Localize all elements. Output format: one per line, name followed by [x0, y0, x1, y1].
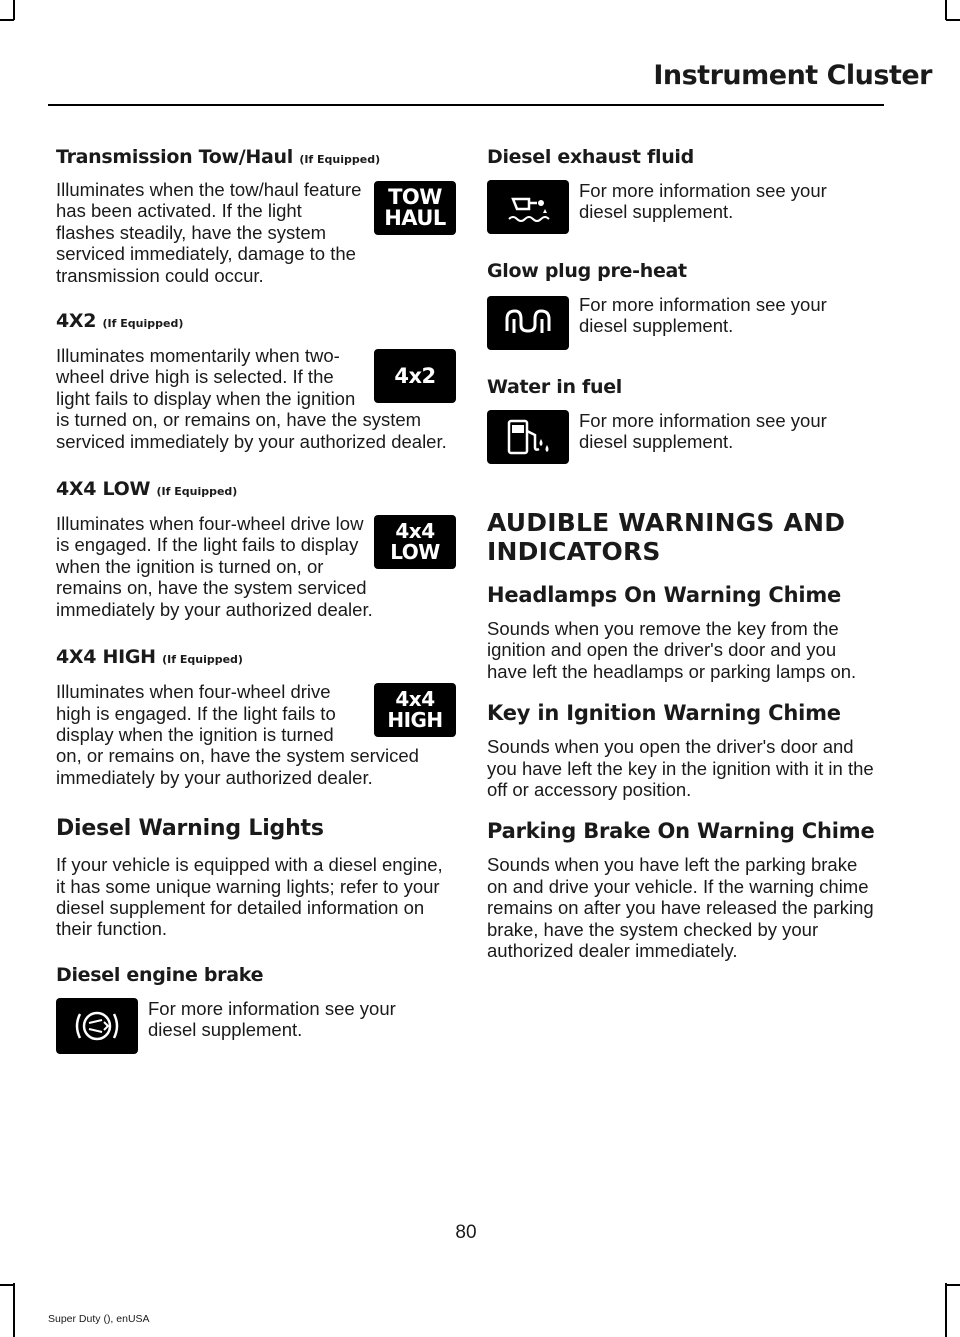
- def-glyph: [501, 185, 555, 229]
- water-in-fuel-icon: [487, 410, 569, 464]
- icon-line-1: 4x2: [394, 363, 436, 388]
- if-equipped-label: (If Equipped): [102, 317, 184, 331]
- section-heading: [56, 308, 448, 337]
- section-body: For more information see your diesel supplement.: [148, 997, 396, 1041]
- crop-mark: [0, 1284, 14, 1286]
- section-heading: [56, 476, 448, 505]
- audible-warnings-section: [487, 508, 879, 566]
- section-title: 4X4 HIGH: [56, 646, 156, 669]
- headlamps-chime-section: [487, 580, 879, 682]
- section-title: Transmission Tow/Haul: [56, 146, 293, 168]
- left-column: [56, 144, 448, 1058]
- 4x4-low-section: [56, 476, 448, 620]
- crop-mark: [13, 0, 15, 20]
- section-title: 4X4 LOW: [56, 478, 151, 501]
- section-body: Illuminates when four-wheel drive low is engaged. If the light fails to display when the ignition is turned on, or remains on, have the system serviced immediately by your authorized dealer.: [56, 513, 373, 620]
- page-title: Instrument Cluster: [653, 60, 932, 91]
- section-heading: Diesel engine brake: [56, 963, 264, 986]
- if-equipped-label: (If Equipped): [299, 153, 381, 166]
- diesel-exhaust-fluid-section: [487, 144, 879, 238]
- section-heading: AUDIBLE WARNINGS AND INDICATORS: [487, 508, 846, 566]
- glow-plug-icon: [487, 296, 569, 350]
- 4x4-low-icon: [374, 515, 456, 569]
- section-heading: Parking Brake On Warning Chime: [487, 819, 875, 844]
- 4x2-icon: [374, 349, 456, 403]
- section-heading: Diesel Warning Lights: [56, 816, 324, 842]
- engine-brake-glyph: [72, 1004, 122, 1048]
- 4x4-high-icon: [374, 683, 456, 737]
- section-body: For more information see your diesel supplement.: [579, 180, 827, 223]
- glow-plug-section: [487, 258, 879, 354]
- icon-line-1: 4x4: [395, 687, 435, 712]
- section-heading: Water in fuel: [487, 376, 623, 398]
- water-in-fuel-section: [487, 374, 879, 468]
- crop-mark: [0, 19, 14, 21]
- key-chime-section: [487, 698, 879, 800]
- page-number: 80: [455, 1222, 477, 1243]
- section-heading: Diesel exhaust fluid: [487, 146, 694, 168]
- icon-line-2: HAUL: [384, 206, 446, 230]
- section-heading: Glow plug pre-heat: [487, 260, 687, 282]
- icon-line-2: HIGH: [387, 708, 443, 733]
- tow-haul-section: [56, 144, 448, 286]
- parking-brake-chime-section: [487, 816, 879, 961]
- if-equipped-label: (If Equipped): [156, 485, 238, 499]
- crop-mark: [945, 1283, 947, 1337]
- section-body: If your vehicle is equipped with a diesel engine, it has some unique warning lights; refer to your diesel supplement for detailed information on their function.: [56, 854, 443, 940]
- 4x2-section: [56, 308, 448, 452]
- diesel-engine-brake-icon: [56, 998, 138, 1054]
- crop-mark: [946, 19, 960, 21]
- tow-haul-icon: [374, 181, 456, 235]
- section-body: Illuminates momentarily when two-wheel drive high is selected. If the light fails to display when the ignition is turned on, or remains on, have the system serviced immediately by your authorized dealer.: [56, 345, 447, 452]
- section-heading: [56, 644, 448, 673]
- footer-label: Super Duty (), enUSA: [48, 1313, 150, 1325]
- section-body: For more information see your diesel supplement.: [579, 294, 827, 337]
- crop-mark: [945, 0, 947, 20]
- diesel-exhaust-fluid-icon: [487, 180, 569, 234]
- right-column: [487, 144, 879, 961]
- section-body: Sounds when you open the driver's door and you have left the key in the ignition with it in the off or accessory position.: [487, 736, 874, 801]
- section-heading: Key in Ignition Warning Chime: [487, 701, 841, 726]
- icon-line-2: LOW: [390, 540, 440, 565]
- glow-plug-glyph: [501, 303, 555, 343]
- section-heading: [56, 144, 448, 173]
- section-body: Sounds when you remove the key from the ignition and open the driver's door and you have left the headlamps or parking lamps on.: [487, 618, 857, 682]
- water-fuel-glyph: [501, 415, 555, 459]
- header-divider: [48, 104, 884, 106]
- section-body: For more information see your diesel supplement.: [579, 410, 827, 453]
- crop-mark: [946, 1284, 960, 1286]
- icon-line-1: 4x4: [395, 519, 435, 544]
- section-body: Illuminates when the tow/haul feature has been activated. If the light flashes steadily, have the system serviced immediately, damage to the transmission could occur.: [56, 179, 362, 286]
- section-body: Illuminates when four-wheel drive high is engaged. If the light fails to display when the ignition is turned on, or remains on, have the system serviced immediately by your authorized dealer.: [56, 681, 419, 788]
- section-heading: Headlamps On Warning Chime: [487, 583, 842, 607]
- diesel-engine-brake-section: [56, 962, 448, 1058]
- if-equipped-label: (If Equipped): [162, 653, 243, 667]
- 4x4-high-section: [56, 644, 448, 788]
- section-body: Sounds when you have left the parking brake on and drive your vehicle. If the warning chime remains on after you have released the parking brake, have the system checked by your authorized dealer immediately.: [487, 854, 874, 962]
- icon-line-1: TOW: [388, 185, 442, 209]
- diesel-warning-section: [56, 814, 448, 940]
- crop-mark: [13, 1283, 15, 1337]
- section-title: 4X2: [56, 310, 97, 333]
